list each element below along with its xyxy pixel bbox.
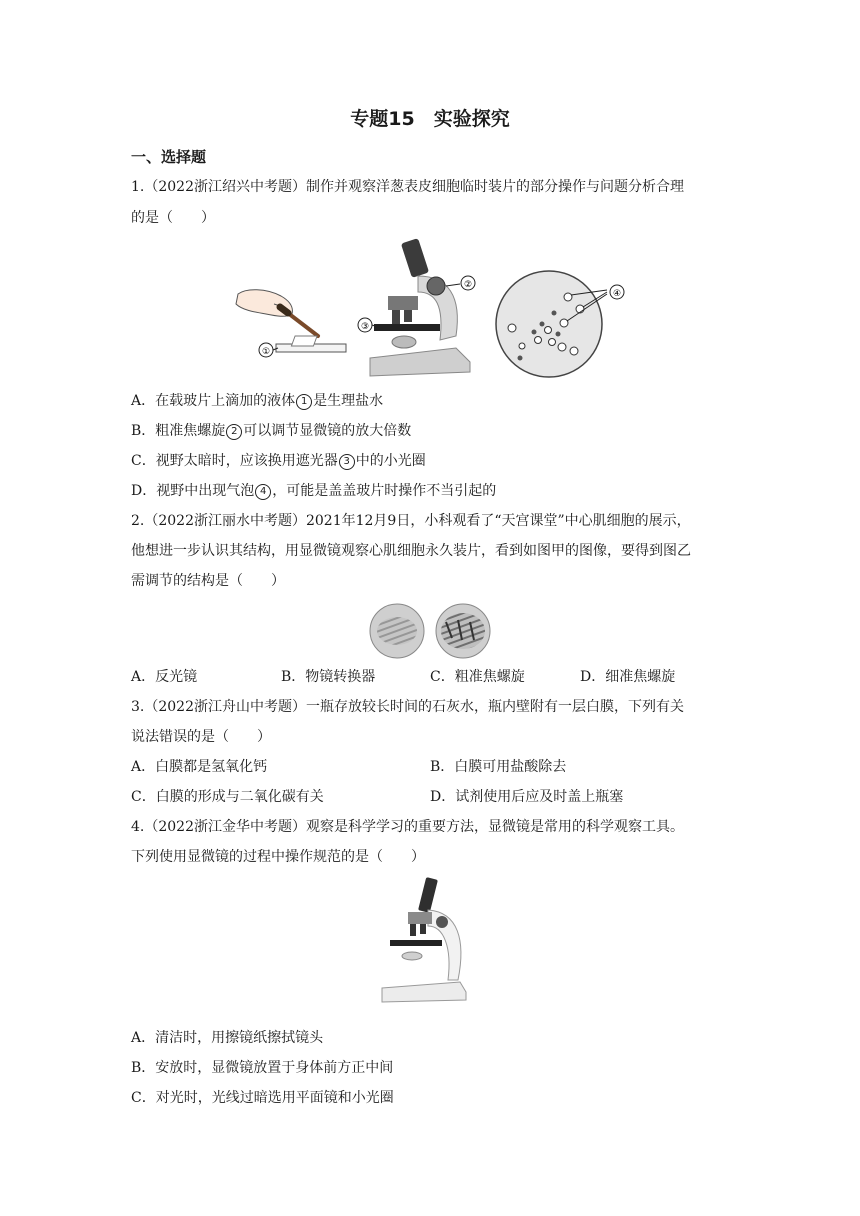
figure-label-3: ③	[360, 322, 370, 332]
q2-stem-line1: 2.（2022浙江丽水中考题）2021年12月9日，小科观看了“天宫课堂”中心肌细胞的展示，	[131, 513, 691, 529]
field-of-view-figure	[494, 268, 634, 380]
q4-stem-line1: 4.（2022浙江金华中考题）观察是科学学习的重要方法，显微镜是常用的科学观察工具。	[131, 819, 684, 835]
q3-option-d: D．试剂使用后应及时盖上瓶塞	[430, 789, 624, 805]
q1-option-d: D．视野中出现气泡 4 ，可能是盖盖玻片时操作不当引起的	[131, 483, 497, 499]
microscope-figure-2	[378, 876, 468, 1006]
dropper-slide-figure	[226, 284, 350, 360]
q4-option-b: B．安放时，显微镜放置于身体前方正中间	[131, 1060, 394, 1076]
figure-label-4: ④	[612, 289, 622, 299]
q3-stem-line1: 3.（2022浙江舟山中考题）一瓶存放较长时间的石灰水，瓶内壁附有一层白膜，下列有关	[131, 699, 684, 715]
circled-2: 2	[226, 424, 242, 440]
q3-option-c: C．白膜的形成与二氧化碳有关	[131, 789, 324, 805]
q1-option-c: C．视野太暗时，应该换用遮光器 3 中的小光圈	[131, 453, 426, 469]
q3-stem-line2: 说法错误的是（ ）	[131, 729, 271, 745]
q2-option-b: B．物镜转换器	[281, 669, 376, 685]
q4-option-a: A．清洁时，用擦镜纸擦拭镜头	[131, 1030, 324, 1046]
q3-option-a: A．白膜都是氢氧化钙	[131, 759, 268, 775]
q2-option-d: D．细准焦螺旋	[580, 669, 676, 685]
cardiac-cell-images	[368, 602, 494, 660]
circled-3: 3	[339, 454, 355, 470]
q4-stem-line2: 下列使用显微镜的过程中操作规范的是（ ）	[131, 849, 425, 865]
figure-label-2: ②	[463, 280, 473, 290]
circled-4: 4	[255, 484, 271, 500]
microscope-figure-1	[352, 236, 492, 384]
q2-stem-line2: 他想进一步认识其结构，用显微镜观察心肌细胞永久装片，看到如图甲的图像，要得到图乙	[131, 543, 691, 559]
q2-option-c: C．粗准焦螺旋	[430, 669, 525, 685]
page-title: 专题15 实验探究	[350, 108, 510, 130]
section-heading: 一、选择题	[131, 148, 207, 166]
q4-option-c: C．对光时，光线过暗选用平面镜和小光圈	[131, 1090, 394, 1106]
q1-stem-line2: 的是（ ）	[131, 210, 215, 226]
q1-option-b: B．粗准焦螺旋 2 可以调节显微镜的放大倍数	[131, 423, 412, 439]
q1-stem-line1: 1.（2022浙江绍兴中考题）制作并观察洋葱表皮细胞临时装片的部分操作与问题分析合理	[131, 179, 684, 195]
q3-option-b: B．白膜可用盐酸除去	[430, 759, 567, 775]
circled-1: 1	[296, 394, 312, 410]
figure-label-1: ①	[261, 347, 271, 357]
q1-option-a: A．在载玻片上滴加的液体 1 是生理盐水	[131, 393, 384, 409]
q2-option-a: A．反光镜	[131, 669, 198, 685]
q2-stem-line3: 需调节的结构是（ ）	[131, 573, 285, 589]
